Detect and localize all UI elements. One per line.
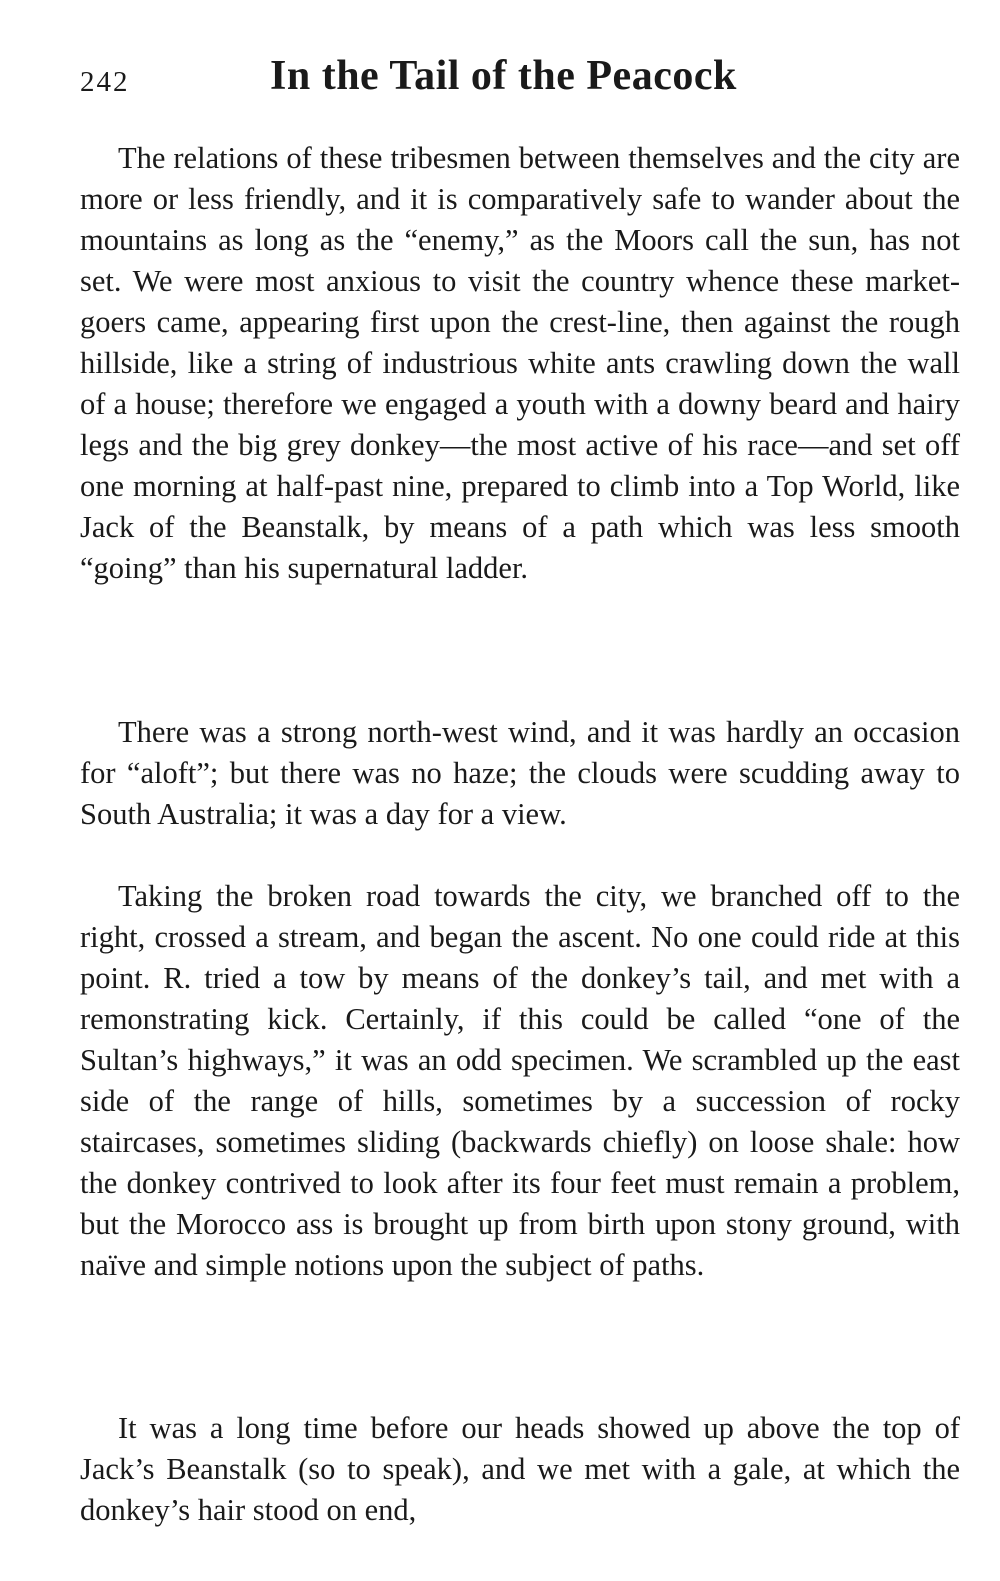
body-text [80, 138, 960, 1532]
paragraph: It was a long time before our heads showed up above the top of Jack’s Beanstalk (so to speak), and we met with a gale, at which the donkey’s hair stood on end, [80, 1411, 960, 1527]
page-header [80, 52, 960, 112]
running-head: In the Tail of the Peacock [270, 53, 737, 99]
page-number: 242 [80, 66, 130, 98]
paragraph: The relations of these tribesmen between themselves and the city are more or less friendly, and it is comparatively safe to wander about the mountains as long as the “enemy,” as the Moors call the sun, has not set. We were most anxious to visit the country whence these market-goers came, appearing first upon the crest-line, then against the rough hillside, like a string of industrious white ants crawling down the wall of a house; therefore we engaged a youth with a downy beard and hairy legs and the big grey donkey—the most active of his race—and set off one morning at half-past nine, prepared to climb into a Top World, like Jack of the Beanstalk, by means of a path which was less smooth “going” than his supernatural ladder. [80, 141, 960, 585]
paragraph: Taking the broken road towards the city, we branched off to the right, crossed a stream, and began the ascent. No one could ride at this point. R. tried a tow by means of the donkey’s tail, and met with a remonstrating kick. Certainly, if this could be called “one of the Sultan’s highways,” it was an odd specimen. We scrambled up the east side of the range of hills, sometimes by a succession of rocky staircases, sometimes sliding (backwards chiefly) on loose shale: how the donkey contrived to look after its four feet must remain a problem, but the Morocco ass is brought up from birth upon stony ground, with naïve and simple notions upon the subject of paths. [80, 879, 960, 1282]
paragraph: There was a strong north-west wind, and it was hardly an occasion for “aloft”; but there was no haze; the clouds were scudding away to South Australia; it was a day for a view. [80, 715, 960, 831]
